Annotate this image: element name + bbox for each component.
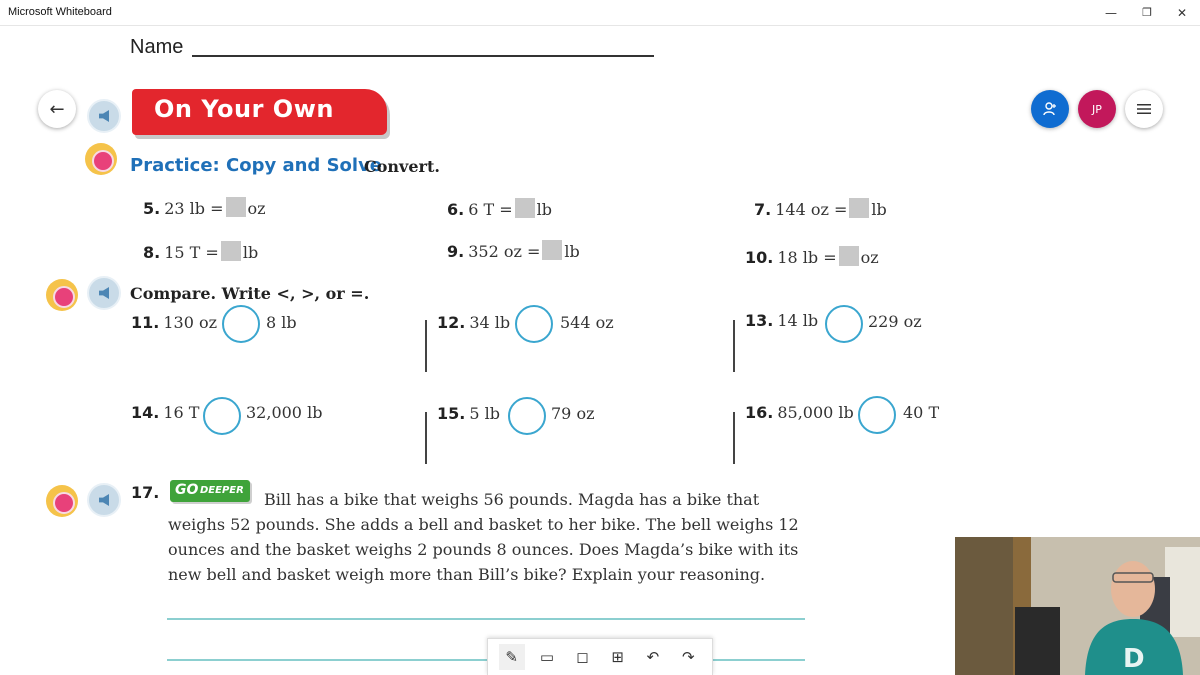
problem-17-text: Bill has a bike that weighs 56 pounds. Magda has a bike that weighs 52 pounds. She adds a bell and basket to her bike. The bell weighs 12 ounces and the basket weighs 2 pounds 8 ounces. Does Magda’s bike with its new bell and basket weigh more than Bill’s bike? Explain your reasoning. [168, 490, 799, 584]
svg-text:D: D [1123, 644, 1145, 674]
redo-icon: ↷ [682, 648, 695, 666]
on-your-own-banner [132, 89, 387, 135]
image-icon: ▭ [539, 648, 555, 666]
answer-box[interactable] [849, 198, 869, 218]
avatar-initials: JP [1092, 102, 1102, 116]
answer-box[interactable] [226, 197, 246, 217]
compare-answer-circle[interactable] [858, 396, 896, 434]
compare-answer-circle[interactable] [515, 305, 553, 343]
close-button[interactable]: ✕ [1176, 6, 1188, 20]
add-icon: ⊞ [611, 648, 624, 666]
whiteboard-canvas[interactable] [0, 27, 1200, 675]
speaker-icon[interactable] [87, 483, 121, 517]
practice-title: Practice: Copy and Solve [130, 155, 383, 176]
minimize-button[interactable]: — [1105, 6, 1117, 20]
compare-problem: 11. 130 oz [131, 313, 218, 332]
compare-problem: 12. 34 lb [437, 313, 511, 332]
compare-answer-circle[interactable] [222, 305, 260, 343]
webcam-overlay [955, 537, 1200, 675]
answer-box[interactable] [221, 241, 241, 261]
convert-problem: 10. 18 lb = oz [745, 248, 879, 267]
answer-box[interactable] [542, 240, 562, 260]
compare-problem: 15. 5 lb [437, 404, 500, 423]
column-divider [733, 412, 735, 464]
compare-right-value: 79 oz [551, 404, 595, 423]
column-divider [425, 412, 427, 464]
undo-button[interactable] [640, 644, 666, 670]
compare-right-value: 32,000 lb [246, 403, 323, 422]
compare-problem: 16. 85,000 lb [745, 403, 854, 422]
record-icon[interactable] [85, 143, 117, 175]
column-divider [425, 320, 427, 372]
convert-problem: 6. 6 T = lb [447, 200, 553, 219]
practice-subtitle: Convert. [364, 157, 440, 176]
answer-box[interactable] [839, 246, 859, 266]
insert-image-button[interactable] [534, 644, 560, 670]
column-divider [733, 320, 735, 372]
compare-problem: 13. 14 lb [745, 311, 819, 330]
answer-line[interactable] [167, 618, 805, 620]
record-icon[interactable] [46, 485, 78, 517]
problem-17-number: 17. [131, 483, 160, 502]
bottom-toolbar [487, 638, 713, 675]
convert-problem: 9. 352 oz = lb [447, 242, 580, 261]
compare-answer-circle[interactable] [203, 397, 241, 435]
speaker-icon[interactable] [87, 99, 121, 133]
sticky-note-button[interactable] [569, 644, 595, 670]
banner-text: On Your Own [154, 95, 334, 123]
convert-problem: 8. 15 T = lb [143, 243, 259, 262]
maximize-button[interactable]: ❐ [1142, 6, 1152, 19]
undo-icon: ↶ [646, 648, 660, 666]
compare-right-value: 40 T [903, 403, 940, 422]
convert-problem: 5. 23 lb = oz [143, 199, 266, 218]
webcam-feed [955, 537, 1200, 675]
answer-box[interactable] [515, 198, 535, 218]
compare-right-value: 544 oz [560, 313, 614, 332]
compare-answer-circle[interactable] [825, 305, 863, 343]
pen-select-button[interactable] [499, 644, 525, 670]
compare-right-value: 8 lb [266, 313, 297, 332]
sticky-note-icon: ◻ [576, 648, 589, 666]
pen-select-icon: ✎ [505, 648, 518, 666]
record-icon[interactable] [46, 279, 78, 311]
name-line[interactable] [192, 55, 654, 57]
add-button[interactable] [605, 644, 631, 670]
back-arrow-icon: ← [49, 98, 65, 120]
compare-title: Compare. Write <, >, or =. [130, 284, 370, 303]
name-label: Name [130, 36, 184, 58]
speaker-icon[interactable] [87, 276, 121, 310]
redo-button[interactable] [675, 644, 701, 670]
compare-right-value: 229 oz [868, 312, 922, 331]
compare-answer-circle[interactable] [508, 397, 546, 435]
convert-problem: 7. 144 oz = lb [754, 200, 887, 219]
go-deeper-badge: GO DEEPER [170, 480, 250, 502]
app-title: Microsoft Whiteboard [8, 6, 112, 18]
compare-problem: 14. 16 T [131, 403, 200, 422]
